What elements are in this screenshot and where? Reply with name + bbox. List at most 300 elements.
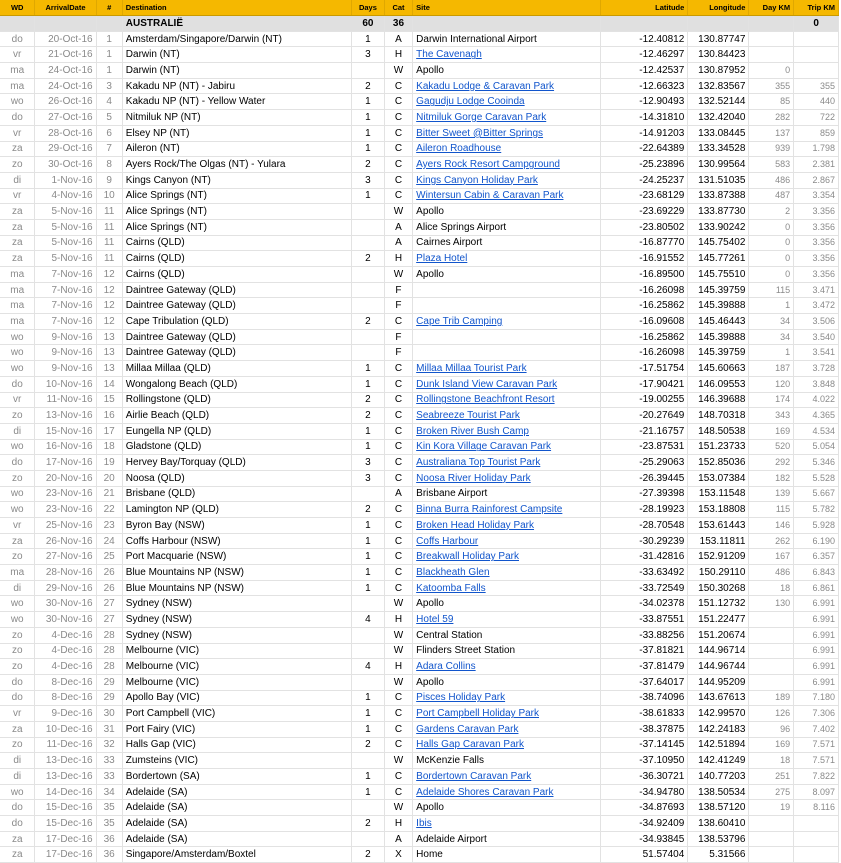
cell-longitude[interactable]: 130.87747 — [688, 31, 749, 47]
cell-longitude[interactable]: 130.99564 — [688, 157, 749, 173]
cell-days[interactable] — [352, 627, 385, 643]
cell-wd[interactable]: zo — [0, 157, 35, 173]
cell-day-km[interactable]: 137 — [749, 125, 794, 141]
cell-days[interactable] — [352, 674, 385, 690]
cell-day-km[interactable] — [749, 643, 794, 659]
cell-wd[interactable]: za — [0, 251, 35, 267]
cell-cat[interactable]: C — [384, 533, 412, 549]
cell-trip-km[interactable]: 5.928 — [794, 518, 839, 534]
cell-site[interactable]: Aileron Roadhouse — [413, 141, 601, 157]
cell-destination[interactable]: Bordertown (SA) — [122, 769, 351, 785]
cell-day-km[interactable]: 0 — [749, 267, 794, 283]
cell-arrival[interactable]: 1-Nov-16 — [35, 172, 96, 188]
cell-latitude[interactable]: -33.88256 — [600, 627, 687, 643]
cell-longitude[interactable]: 142.24183 — [688, 721, 749, 737]
cell-cat[interactable]: C — [384, 502, 412, 518]
cell-days[interactable]: 3 — [352, 172, 385, 188]
cell-arrival[interactable]: 7-Nov-16 — [35, 282, 96, 298]
cell-days[interactable] — [352, 267, 385, 283]
cell-day-km[interactable] — [749, 47, 794, 63]
cell-site[interactable]: Australiana Top Tourist Park — [413, 455, 601, 471]
cell-num[interactable]: 33 — [96, 753, 122, 769]
cell-day-km[interactable]: 126 — [749, 706, 794, 722]
cell-trip-km[interactable]: 8.116 — [794, 800, 839, 816]
cell-trip-km[interactable]: 4.022 — [794, 392, 839, 408]
cell-site[interactable]: Noosa River Holiday Park — [413, 470, 601, 486]
cell-latitude[interactable]: -34.02378 — [600, 596, 687, 612]
cell-longitude[interactable]: 133.34528 — [688, 141, 749, 157]
cell-latitude[interactable]: -37.10950 — [600, 753, 687, 769]
cell-cat[interactable]: A — [384, 235, 412, 251]
cell-trip-km[interactable]: 1.798 — [794, 141, 839, 157]
cell-days[interactable]: 1 — [352, 94, 385, 110]
cell-trip-km[interactable]: 2.381 — [794, 157, 839, 173]
cell-longitude[interactable]: 142.99570 — [688, 706, 749, 722]
cell-wd[interactable]: di — [0, 580, 35, 596]
cell-latitude[interactable]: -23.69229 — [600, 204, 687, 220]
cell-num[interactable]: 28 — [96, 627, 122, 643]
cell-trip-km[interactable]: 2.867 — [794, 172, 839, 188]
cell-days[interactable]: 1 — [352, 580, 385, 596]
cell-day-km[interactable]: 34 — [749, 329, 794, 345]
cell-trip-km[interactable]: 4.534 — [794, 423, 839, 439]
cell-days[interactable]: 1 — [352, 110, 385, 126]
cell-day-km[interactable]: 115 — [749, 502, 794, 518]
cell-arrival[interactable]: 14-Dec-16 — [35, 784, 96, 800]
cell-num[interactable]: 20 — [96, 470, 122, 486]
cell-latitude[interactable]: -36.30721 — [600, 769, 687, 785]
cell-trip-km[interactable]: 3.540 — [794, 329, 839, 345]
cell-days[interactable]: 2 — [352, 408, 385, 424]
header-longitude[interactable]: Longitude — [688, 0, 749, 16]
cell-arrival[interactable]: 13-Dec-16 — [35, 753, 96, 769]
cell-num[interactable]: 35 — [96, 816, 122, 832]
cell-wd[interactable]: ma — [0, 314, 35, 330]
cell-longitude[interactable]: 132.83567 — [688, 78, 749, 94]
cell-latitude[interactable]: -33.72549 — [600, 580, 687, 596]
cell-destination[interactable]: Melbourne (VIC) — [122, 643, 351, 659]
cell-wd[interactable]: vr — [0, 188, 35, 204]
cell-day-km[interactable]: 0 — [749, 219, 794, 235]
cell-latitude[interactable]: -12.90493 — [600, 94, 687, 110]
cell-arrival[interactable]: 5-Nov-16 — [35, 204, 96, 220]
cell-longitude[interactable]: 130.84423 — [688, 47, 749, 63]
cell-trip-km[interactable]: 3.472 — [794, 298, 839, 314]
cell-days[interactable]: 2 — [352, 847, 385, 863]
cell-trip-km[interactable]: 3.471 — [794, 282, 839, 298]
cell-day-km[interactable]: 187 — [749, 361, 794, 377]
cell-trip-km[interactable]: 6.357 — [794, 549, 839, 565]
cell-destination[interactable]: Apollo Bay (VIC) — [122, 690, 351, 706]
cell-wd[interactable]: do — [0, 690, 35, 706]
cell-trip-km[interactable]: 4.365 — [794, 408, 839, 424]
cell-latitude[interactable]: -23.80502 — [600, 219, 687, 235]
cell-cat[interactable]: W — [384, 267, 412, 283]
cell-latitude[interactable]: -28.70548 — [600, 518, 687, 534]
group-days[interactable]: 60 — [352, 16, 385, 32]
cell-destination[interactable]: Adelaide (SA) — [122, 784, 351, 800]
cell-wd[interactable]: wo — [0, 361, 35, 377]
cell-day-km[interactable]: 2 — [749, 204, 794, 220]
cell-longitude[interactable]: 151.23733 — [688, 439, 749, 455]
cell-day-km[interactable]: 19 — [749, 800, 794, 816]
cell-wd[interactable]: wo — [0, 94, 35, 110]
cell-site[interactable]: Breakwall Holiday Park — [413, 549, 601, 565]
cell-arrival[interactable]: 16-Nov-16 — [35, 439, 96, 455]
cell-cat[interactable]: F — [384, 298, 412, 314]
cell-cat[interactable]: C — [384, 565, 412, 581]
cell-num[interactable]: 26 — [96, 580, 122, 596]
cell-arrival[interactable]: 7-Nov-16 — [35, 314, 96, 330]
cell-latitude[interactable]: -33.87551 — [600, 612, 687, 628]
cell-num[interactable]: 26 — [96, 565, 122, 581]
cell-destination[interactable]: Kings Canyon (NT) — [122, 172, 351, 188]
cell-latitude[interactable]: -25.29063 — [600, 455, 687, 471]
cell-days[interactable]: 2 — [352, 314, 385, 330]
cell-cat[interactable]: C — [384, 455, 412, 471]
cell-arrival[interactable]: 13-Dec-16 — [35, 769, 96, 785]
cell-latitude[interactable]: -12.42537 — [600, 63, 687, 79]
cell-wd[interactable]: do — [0, 110, 35, 126]
cell-trip-km[interactable]: 6.991 — [794, 627, 839, 643]
cell-cat[interactable]: W — [384, 674, 412, 690]
cell-day-km[interactable]: 120 — [749, 376, 794, 392]
cell-cat[interactable]: W — [384, 596, 412, 612]
cell-day-km[interactable] — [749, 674, 794, 690]
cell-latitude[interactable]: -24.25237 — [600, 172, 687, 188]
cell-arrival[interactable]: 15-Dec-16 — [35, 800, 96, 816]
cell-latitude[interactable]: 51.57404 — [600, 847, 687, 863]
cell-wd[interactable]: vr — [0, 706, 35, 722]
cell-days[interactable] — [352, 235, 385, 251]
cell-days[interactable] — [352, 643, 385, 659]
cell-latitude[interactable]: -37.81821 — [600, 643, 687, 659]
cell-arrival[interactable]: 9-Dec-16 — [35, 706, 96, 722]
cell-latitude[interactable]: -23.68129 — [600, 188, 687, 204]
cell-longitude[interactable]: 145.75402 — [688, 235, 749, 251]
cell-site[interactable]: Coffs Harbour — [413, 533, 601, 549]
cell-longitude[interactable]: 145.39888 — [688, 329, 749, 345]
cell-wd[interactable]: vr — [0, 125, 35, 141]
cell-days[interactable]: 1 — [352, 376, 385, 392]
cell-cat[interactable]: C — [384, 784, 412, 800]
cell-cat[interactable]: C — [384, 78, 412, 94]
cell-wd[interactable]: di — [0, 753, 35, 769]
cell-latitude[interactable]: -16.26098 — [600, 282, 687, 298]
cell-site[interactable]: Central Station — [413, 627, 601, 643]
cell-destination[interactable]: Wongalong Beach (QLD) — [122, 376, 351, 392]
cell-wd[interactable]: za — [0, 533, 35, 549]
group-trip-km[interactable]: 0 — [794, 16, 839, 32]
cell-longitude[interactable]: 138.53796 — [688, 831, 749, 847]
cell-longitude[interactable]: 144.96714 — [688, 643, 749, 659]
cell-num[interactable]: 31 — [96, 721, 122, 737]
cell-num[interactable]: 28 — [96, 659, 122, 675]
cell-destination[interactable]: Blue Mountains NP (NSW) — [122, 580, 351, 596]
cell-longitude[interactable]: 153.07384 — [688, 470, 749, 486]
cell-day-km[interactable] — [749, 627, 794, 643]
cell-longitude[interactable]: 146.39688 — [688, 392, 749, 408]
cell-num[interactable]: 1 — [96, 47, 122, 63]
cell-site[interactable]: Cairnes Airport — [413, 235, 601, 251]
cell-trip-km[interactable] — [794, 63, 839, 79]
cell-days[interactable]: 3 — [352, 455, 385, 471]
cell-cat[interactable]: C — [384, 141, 412, 157]
cell-site[interactable]: Apollo — [413, 267, 601, 283]
cell-latitude[interactable]: -22.64389 — [600, 141, 687, 157]
cell-days[interactable]: 2 — [352, 392, 385, 408]
cell-trip-km[interactable]: 3.506 — [794, 314, 839, 330]
cell-destination[interactable]: Hervey Bay/Torquay (QLD) — [122, 455, 351, 471]
cell-site[interactable]: Gagudju Lodge Cooinda — [413, 94, 601, 110]
cell-cat[interactable]: C — [384, 188, 412, 204]
header-trip-km[interactable]: Trip KM — [794, 0, 839, 16]
cell-site[interactable]: The Cavenagh — [413, 47, 601, 63]
cell-days[interactable]: 2 — [352, 737, 385, 753]
cell-days[interactable]: 1 — [352, 769, 385, 785]
header-cat[interactable]: Cat — [384, 0, 412, 16]
group-cat[interactable]: 36 — [384, 16, 412, 32]
cell-longitude[interactable]: 145.39759 — [688, 345, 749, 361]
cell-longitude[interactable]: 132.52144 — [688, 94, 749, 110]
cell-days[interactable] — [352, 800, 385, 816]
cell-destination[interactable]: Melbourne (VIC) — [122, 659, 351, 675]
cell-cat[interactable]: C — [384, 94, 412, 110]
cell-arrival[interactable]: 20-Nov-16 — [35, 470, 96, 486]
cell-destination[interactable]: Cairns (QLD) — [122, 251, 351, 267]
cell-num[interactable]: 28 — [96, 643, 122, 659]
cell-day-km[interactable]: 34 — [749, 314, 794, 330]
cell-arrival[interactable]: 8-Dec-16 — [35, 690, 96, 706]
cell-wd[interactable]: zo — [0, 408, 35, 424]
cell-cat[interactable]: C — [384, 518, 412, 534]
cell-site[interactable]: Broken Head Holiday Park — [413, 518, 601, 534]
cell-cat[interactable]: H — [384, 47, 412, 63]
cell-wd[interactable]: zo — [0, 627, 35, 643]
cell-day-km[interactable] — [749, 612, 794, 628]
cell-wd[interactable]: zo — [0, 659, 35, 675]
group-name[interactable]: AUSTRALIË — [122, 16, 351, 32]
cell-site[interactable]: Kin Kora Village Caravan Park — [413, 439, 601, 455]
cell-longitude[interactable]: 152.85036 — [688, 455, 749, 471]
cell-longitude[interactable]: 5.31566 — [688, 847, 749, 863]
cell-num[interactable]: 19 — [96, 455, 122, 471]
cell-destination[interactable]: Gladstone (QLD) — [122, 439, 351, 455]
cell-destination[interactable]: Ayers Rock/The Olgas (NT) - Yulara — [122, 157, 351, 173]
cell-num[interactable]: 36 — [96, 847, 122, 863]
cell-wd[interactable]: wo — [0, 329, 35, 345]
cell-longitude[interactable]: 131.51035 — [688, 172, 749, 188]
cell-cat[interactable]: W — [384, 643, 412, 659]
cell-day-km[interactable]: 85 — [749, 94, 794, 110]
header-latitude[interactable]: Latitude — [600, 0, 687, 16]
cell-arrival[interactable]: 4-Dec-16 — [35, 659, 96, 675]
cell-destination[interactable]: Sydney (NSW) — [122, 612, 351, 628]
cell-trip-km[interactable]: 440 — [794, 94, 839, 110]
cell-num[interactable]: 27 — [96, 612, 122, 628]
cell-destination[interactable]: Coffs Harbour (NSW) — [122, 533, 351, 549]
cell-days[interactable]: 1 — [352, 721, 385, 737]
cell-days[interactable] — [352, 204, 385, 220]
cell-day-km[interactable]: 1 — [749, 298, 794, 314]
cell-latitude[interactable]: -27.39398 — [600, 486, 687, 502]
cell-arrival[interactable]: 5-Nov-16 — [35, 251, 96, 267]
cell-cat[interactable]: W — [384, 753, 412, 769]
cell-day-km[interactable]: 189 — [749, 690, 794, 706]
cell-num[interactable]: 25 — [96, 549, 122, 565]
cell-longitude[interactable]: 133.87730 — [688, 204, 749, 220]
cell-trip-km[interactable]: 5.667 — [794, 486, 839, 502]
cell-site[interactable]: Ayers Rock Resort Campground — [413, 157, 601, 173]
cell-destination[interactable]: Zumsteins (VIC) — [122, 753, 351, 769]
cell-arrival[interactable]: 4-Dec-16 — [35, 643, 96, 659]
cell-wd[interactable]: vr — [0, 518, 35, 534]
cell-wd[interactable]: ma — [0, 78, 35, 94]
cell-destination[interactable]: Lamington NP (QLD) — [122, 502, 351, 518]
cell-wd[interactable]: do — [0, 816, 35, 832]
cell-day-km[interactable]: 18 — [749, 753, 794, 769]
cell-site[interactable]: Adara Collins — [413, 659, 601, 675]
cell-trip-km[interactable]: 3.354 — [794, 188, 839, 204]
cell-latitude[interactable]: -12.40812 — [600, 31, 687, 47]
cell-site[interactable] — [413, 282, 601, 298]
cell-longitude[interactable]: 153.18808 — [688, 502, 749, 518]
cell-destination[interactable]: Alice Springs (NT) — [122, 188, 351, 204]
cell-day-km[interactable]: 96 — [749, 721, 794, 737]
cell-num[interactable]: 16 — [96, 408, 122, 424]
cell-arrival[interactable]: 4-Dec-16 — [35, 627, 96, 643]
cell-site[interactable]: Pisces Holiday Park — [413, 690, 601, 706]
cell-longitude[interactable]: 142.41249 — [688, 753, 749, 769]
cell-days[interactable]: 2 — [352, 816, 385, 832]
cell-num[interactable]: 21 — [96, 486, 122, 502]
cell-days[interactable] — [352, 329, 385, 345]
cell-destination[interactable]: Daintree Gateway (QLD) — [122, 329, 351, 345]
cell-latitude[interactable]: -17.90421 — [600, 376, 687, 392]
cell-longitude[interactable]: 148.50538 — [688, 423, 749, 439]
cell-cat[interactable]: C — [384, 361, 412, 377]
cell-num[interactable]: 23 — [96, 518, 122, 534]
cell-num[interactable]: 9 — [96, 172, 122, 188]
cell-trip-km[interactable] — [794, 816, 839, 832]
cell-num[interactable]: 11 — [96, 204, 122, 220]
cell-longitude[interactable]: 150.29110 — [688, 565, 749, 581]
cell-wd[interactable]: wo — [0, 502, 35, 518]
cell-arrival[interactable]: 11-Nov-16 — [35, 392, 96, 408]
cell-num[interactable]: 10 — [96, 188, 122, 204]
cell-destination[interactable]: Alice Springs (NT) — [122, 204, 351, 220]
cell-arrival[interactable]: 9-Nov-16 — [35, 361, 96, 377]
cell-cat[interactable]: X — [384, 847, 412, 863]
cell-destination[interactable]: Millaa Millaa (QLD) — [122, 361, 351, 377]
cell-days[interactable] — [352, 298, 385, 314]
cell-latitude[interactable]: -34.87693 — [600, 800, 687, 816]
cell-longitude[interactable]: 151.20674 — [688, 627, 749, 643]
cell-day-km[interactable]: 115 — [749, 282, 794, 298]
cell-destination[interactable]: Port Fairy (VIC) — [122, 721, 351, 737]
cell-latitude[interactable]: -16.87770 — [600, 235, 687, 251]
cell-site[interactable]: Halls Gap Caravan Park — [413, 737, 601, 753]
cell-num[interactable]: 4 — [96, 94, 122, 110]
cell-arrival[interactable]: 24-Oct-16 — [35, 63, 96, 79]
cell-trip-km[interactable]: 6.843 — [794, 565, 839, 581]
cell-destination[interactable]: Adelaide (SA) — [122, 831, 351, 847]
cell-arrival[interactable]: 11-Dec-16 — [35, 737, 96, 753]
cell-wd[interactable]: zo — [0, 470, 35, 486]
cell-site[interactable]: Bitter Sweet @Bitter Springs — [413, 125, 601, 141]
cell-num[interactable]: 29 — [96, 674, 122, 690]
cell-num[interactable]: 14 — [96, 376, 122, 392]
cell-day-km[interactable]: 130 — [749, 596, 794, 612]
cell-latitude[interactable]: -19.00255 — [600, 392, 687, 408]
cell-site[interactable]: Broken River Bush Camp — [413, 423, 601, 439]
cell-day-km[interactable]: 262 — [749, 533, 794, 549]
cell-destination[interactable]: Kakadu NP (NT) - Jabiru — [122, 78, 351, 94]
cell-day-km[interactable]: 18 — [749, 580, 794, 596]
cell-site[interactable]: Gardens Caravan Park — [413, 721, 601, 737]
cell-site[interactable]: Nitmiluk Gorge Caravan Park — [413, 110, 601, 126]
cell-site[interactable]: Apollo — [413, 63, 601, 79]
cell-destination[interactable]: Port Macquarie (NSW) — [122, 549, 351, 565]
cell-trip-km[interactable]: 3.356 — [794, 219, 839, 235]
cell-longitude[interactable]: 153.61443 — [688, 518, 749, 534]
cell-site[interactable]: Apollo — [413, 204, 601, 220]
cell-arrival[interactable]: 23-Nov-16 — [35, 502, 96, 518]
cell-cat[interactable]: C — [384, 314, 412, 330]
cell-cat[interactable]: C — [384, 125, 412, 141]
cell-days[interactable] — [352, 345, 385, 361]
cell-site[interactable]: Kakadu Lodge & Caravan Park — [413, 78, 601, 94]
cell-site[interactable]: Hotel 59 — [413, 612, 601, 628]
cell-cat[interactable]: C — [384, 549, 412, 565]
cell-site[interactable]: McKenzie Falls — [413, 753, 601, 769]
cell-longitude[interactable]: 144.95209 — [688, 674, 749, 690]
cell-day-km[interactable]: 139 — [749, 486, 794, 502]
cell-longitude[interactable]: 133.87388 — [688, 188, 749, 204]
cell-trip-km[interactable]: 6.991 — [794, 612, 839, 628]
cell-num[interactable]: 32 — [96, 737, 122, 753]
cell-longitude[interactable]: 130.87952 — [688, 63, 749, 79]
cell-days[interactable]: 2 — [352, 78, 385, 94]
cell-trip-km[interactable]: 6.190 — [794, 533, 839, 549]
cell-destination[interactable]: Sydney (NSW) — [122, 627, 351, 643]
cell-days[interactable]: 1 — [352, 518, 385, 534]
cell-trip-km[interactable]: 7.822 — [794, 769, 839, 785]
cell-destination[interactable]: Nitmiluk NP (NT) — [122, 110, 351, 126]
cell-site[interactable] — [413, 345, 601, 361]
cell-latitude[interactable]: -16.25862 — [600, 329, 687, 345]
cell-site[interactable]: Cape Trib Camping — [413, 314, 601, 330]
cell-cat[interactable]: C — [384, 580, 412, 596]
cell-days[interactable]: 1 — [352, 565, 385, 581]
cell-destination[interactable]: Airlie Beach (QLD) — [122, 408, 351, 424]
cell-day-km[interactable]: 251 — [749, 769, 794, 785]
cell-day-km[interactable]: 282 — [749, 110, 794, 126]
cell-site[interactable]: Alice Springs Airport — [413, 219, 601, 235]
cell-destination[interactable]: Adelaide (SA) — [122, 800, 351, 816]
cell-day-km[interactable]: 0 — [749, 235, 794, 251]
cell-destination[interactable]: Cape Tribulation (QLD) — [122, 314, 351, 330]
cell-num[interactable]: 27 — [96, 596, 122, 612]
cell-cat[interactable]: H — [384, 816, 412, 832]
cell-longitude[interactable]: 145.77261 — [688, 251, 749, 267]
cell-wd[interactable]: wo — [0, 486, 35, 502]
cell-destination[interactable]: Daintree Gateway (QLD) — [122, 298, 351, 314]
cell-trip-km[interactable]: 6.991 — [794, 659, 839, 675]
cell-latitude[interactable]: -34.94780 — [600, 784, 687, 800]
cell-arrival[interactable]: 26-Nov-16 — [35, 533, 96, 549]
cell-cat[interactable]: C — [384, 392, 412, 408]
